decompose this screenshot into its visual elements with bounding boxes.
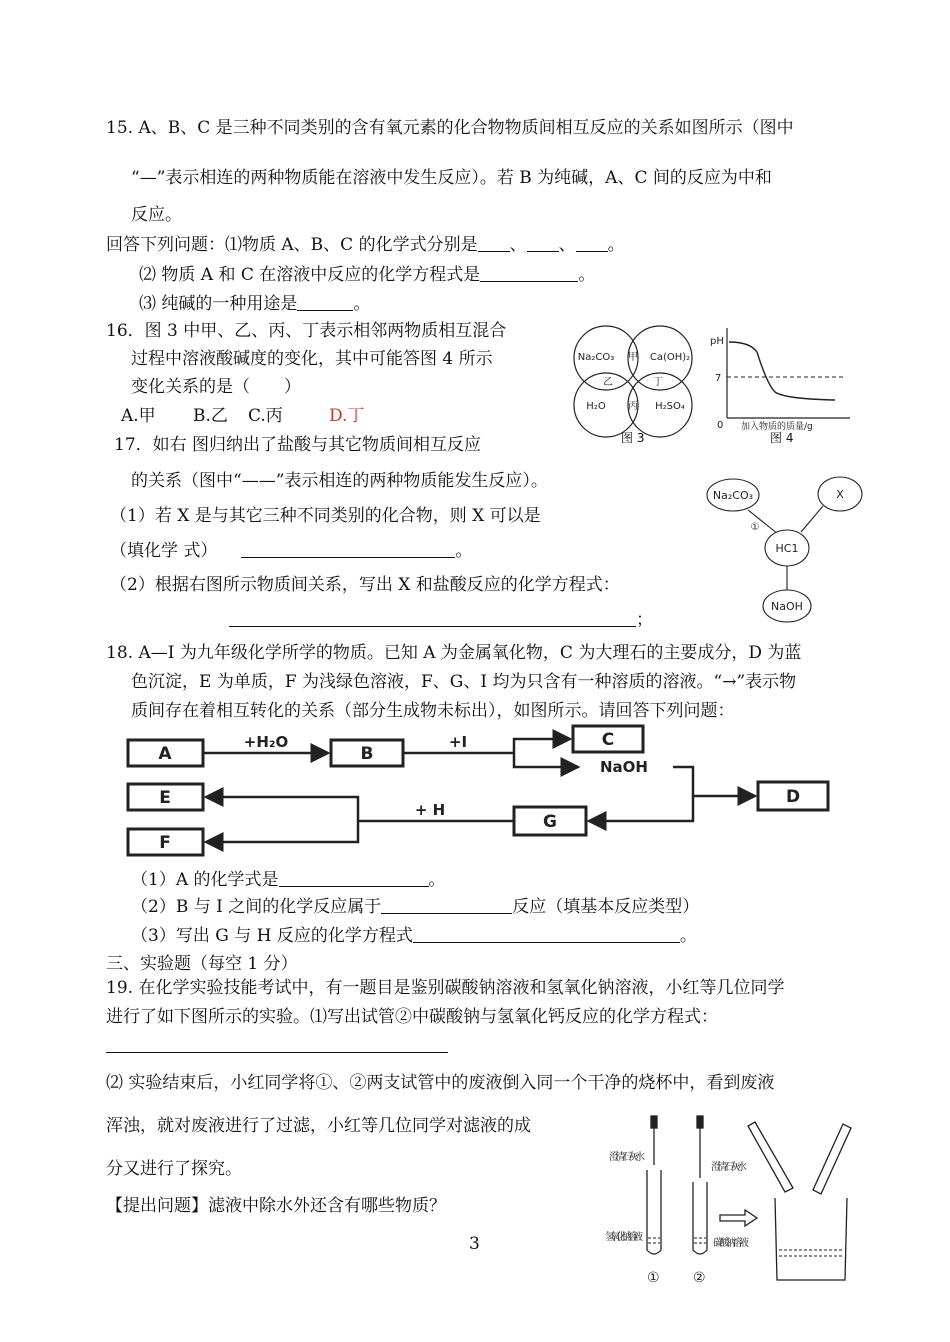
q16-line2: 过程中溶液酸碱度的变化，其中可能答图 4 所示 bbox=[131, 349, 493, 369]
label-na2co3-q17: Na₂CO₃ bbox=[712, 489, 754, 502]
label-h2so4: H₂SO₄ bbox=[655, 401, 685, 412]
q17-blank-x[interactable] bbox=[241, 541, 455, 558]
q17-line4 bbox=[110, 540, 472, 562]
q18-q3-text: （3）写出 G 与 H 反应的化学方程式 bbox=[131, 926, 413, 946]
q15-blank-c[interactable] bbox=[576, 235, 608, 252]
label-na2co3-solution: 碳酸钠溶液 bbox=[713, 1238, 749, 1249]
q15-question2 bbox=[139, 264, 595, 286]
q19-lab-figure bbox=[605, 1110, 855, 1290]
link-x-hcl bbox=[801, 506, 823, 532]
q17-line2: 的关系（图中“——”表示相连的两种物质能发生反应）。 bbox=[131, 471, 548, 491]
figure-3-caption: 图 3 bbox=[621, 431, 645, 445]
ph-curve bbox=[729, 342, 835, 400]
q15-blank-equation[interactable] bbox=[480, 265, 578, 282]
label-g: G bbox=[543, 812, 557, 832]
label-tube-1: ① bbox=[647, 1270, 660, 1286]
q19-line6: 【提出问题】滤液中除水外还含有哪些物质？ bbox=[106, 1196, 446, 1216]
ph-axis-label: pH bbox=[710, 336, 724, 347]
label-naoh-flow: NaOH bbox=[600, 758, 648, 776]
q17-line3: （1）若 X 是与其它三种不同类别的化合物，则 X 可以是 bbox=[110, 506, 541, 526]
q17-end4: 。 bbox=[455, 541, 473, 561]
label-e: E bbox=[159, 788, 171, 808]
q15-end1: 。 bbox=[607, 235, 625, 255]
label-caoh2: Ca(OH)₂ bbox=[649, 352, 691, 363]
label-jia: 甲 bbox=[628, 352, 638, 363]
arrow-to-e bbox=[206, 797, 358, 821]
dropper-2-bulb bbox=[697, 1116, 703, 1128]
q17-end6: ； bbox=[636, 610, 653, 630]
q18-line2: 色沉淀，E 为单质，F 为浅绿色溶液，F、G、I 均为只含有一种溶质的溶液。“→”表示物 bbox=[131, 672, 797, 692]
q16-option-b[interactable]: B.乙 bbox=[193, 406, 228, 426]
label-limewater-2: 澄清石灰水 bbox=[711, 1162, 747, 1173]
test-tube-1 bbox=[647, 1170, 661, 1254]
q18-line1: 18. A—I 为九年级化学所学的物质。已知 A 为金属氧化物，C 为大理石的主要成分，D 为蓝 bbox=[106, 643, 802, 663]
q18-end3: 。 bbox=[679, 926, 697, 946]
label-x: X bbox=[836, 488, 844, 501]
dropper-1-bulb bbox=[651, 1116, 657, 1128]
q16-line1: 16．图 3 中甲、乙、丙、丁表示相邻两物质相互混合 bbox=[106, 321, 507, 341]
q15-q1-text: 回答下列问题：⑴物质 A、B、C 的化学式分别是 bbox=[106, 235, 478, 255]
q18-q1-text: （1）A 的化学式是 bbox=[131, 870, 279, 890]
ph-x-axis-label: 加入物质的质量/g bbox=[741, 422, 813, 432]
q16-option-a[interactable]: A.甲 bbox=[121, 406, 156, 426]
label-plus-i: +I bbox=[448, 733, 468, 751]
q15-line2: “—”表示相连的两种物质能在溶液中发生反应）。若 B 为纯碱，A、C 间的反应为中和 bbox=[131, 168, 772, 188]
label-plus-h: + H bbox=[414, 801, 446, 819]
pouring-tube-right bbox=[813, 1124, 851, 1194]
q18-end1: 。 bbox=[428, 870, 446, 890]
label-na2co3: Na₂CO₃ bbox=[577, 352, 615, 363]
label-naoh-solution: 氢氧化钠溶液 bbox=[605, 1232, 643, 1243]
arrow-to-g bbox=[589, 796, 693, 821]
q16-line3: 变化关系的是（ ） bbox=[131, 377, 301, 397]
label-plus-h2o: +H₂O bbox=[243, 733, 289, 751]
arrow-to-f bbox=[206, 821, 358, 842]
beaker bbox=[775, 1198, 847, 1280]
label-naoh-q17: NaOH bbox=[771, 600, 803, 613]
q15-question3 bbox=[139, 293, 370, 315]
section-3-heading: 三、实验题（每空 1 分） bbox=[106, 954, 298, 974]
label-limewater-1: 澄清石灰水 bbox=[609, 1152, 645, 1163]
q15-sep1: 、 bbox=[509, 235, 527, 255]
label-f: F bbox=[159, 833, 171, 853]
page-number: 3 bbox=[469, 1234, 480, 1254]
label-c: C bbox=[601, 730, 615, 750]
q18-blank-equation[interactable] bbox=[413, 926, 680, 943]
q15-end3: 。 bbox=[353, 294, 371, 314]
label-yi: 乙 bbox=[603, 377, 613, 388]
label-b: B bbox=[360, 744, 374, 764]
q19-line5: 分又进行了探究。 bbox=[106, 1159, 242, 1179]
ph-origin-label: 0 bbox=[717, 420, 724, 431]
q17-blank-equation[interactable] bbox=[229, 610, 636, 627]
label-circled-1: ① bbox=[750, 522, 760, 533]
label-tube-2: ② bbox=[693, 1270, 706, 1286]
q18-q2-suffix: 反应（填基本反应类型） bbox=[512, 897, 700, 917]
q19-line1: 19. 在化学实验技能考试中，有一题目是鉴别碳酸钠溶液和氢氧化钠溶液，小红等几位同学 bbox=[106, 978, 785, 998]
q18-question3 bbox=[131, 925, 697, 947]
q18-question1 bbox=[131, 869, 446, 891]
q15-q3-text: ⑶ 纯碱的一种用途是 bbox=[139, 294, 298, 314]
q15-line3: 反应。 bbox=[131, 205, 182, 225]
label-h2o: H₂O bbox=[586, 401, 606, 412]
q17-line1: 17．如右 图归纳出了盐酸与其它物质间相互反应 bbox=[114, 435, 482, 455]
arrow-to-d bbox=[673, 767, 755, 796]
label-a: A bbox=[158, 744, 172, 764]
q15-q2-text: ⑵ 物质 A 和 C 在溶液中反应的化学方程式是 bbox=[139, 265, 481, 285]
q18-q2-text: （2）B 与 I 之间的化学反应属于 bbox=[131, 897, 382, 917]
q15-blank-b[interactable] bbox=[527, 235, 559, 252]
q19-line4: 浑浊，就对废液进行了过滤，小红等几位同学对滤液的成 bbox=[106, 1116, 531, 1136]
q18-question2 bbox=[131, 896, 699, 918]
arrow-to-c bbox=[514, 739, 570, 753]
q18-flow-diagram bbox=[118, 722, 848, 862]
ph-7-label: 7 bbox=[715, 373, 722, 384]
q15-end2: 。 bbox=[578, 265, 596, 285]
q16-option-d-answer[interactable]: D.丁 bbox=[329, 406, 365, 426]
q17-hcl-diagram bbox=[703, 470, 873, 625]
label-hcl: HC1 bbox=[775, 542, 799, 555]
q15-question1 bbox=[106, 234, 625, 256]
label-d: D bbox=[785, 787, 801, 807]
q19-line3: ⑵ 实验结束后，小红同学将①、②两支试管中的废液倒入同一个干净的烧杯中，看到废液 bbox=[106, 1073, 775, 1093]
q15-blank-a[interactable] bbox=[478, 235, 510, 252]
pouring-tube-left bbox=[748, 1122, 793, 1192]
q16-option-c[interactable]: C.丙 bbox=[248, 406, 283, 426]
figure-4-caption: 图 4 bbox=[770, 431, 794, 445]
q17-line6 bbox=[229, 609, 653, 631]
q19-line2: 进行了如下图所示的实验。⑴写出试管②中碳酸钠与氢氧化钙反应的化学方程式： bbox=[106, 1007, 718, 1027]
q15-sep2: 、 bbox=[558, 235, 576, 255]
q18-line3: 质间存在着相互转化的关系（部分生成物未标出），如图所示。请回答下列问题： bbox=[131, 701, 735, 721]
figure-4-ph-curve bbox=[705, 322, 855, 432]
q17-line5: （2）根据右图所示物质间关系，写出 X 和盐酸反应的化学方程式： bbox=[110, 575, 620, 595]
q18-blank-reaction-type[interactable] bbox=[381, 897, 512, 914]
q19-blank-equation[interactable] bbox=[106, 1052, 448, 1053]
q17-fill-formula-text: （填化学 式） bbox=[110, 541, 218, 561]
label-ding: 丁 bbox=[653, 377, 663, 388]
q18-blank-a-formula[interactable] bbox=[279, 870, 429, 887]
arrow-to-naoh bbox=[514, 753, 578, 767]
label-bing: 丙 bbox=[628, 401, 638, 412]
q15-line1: 15. A、B、C 是三种不同类别的含有氧元素的化合物物质间相互反应的关系如图所示（图中 bbox=[106, 118, 794, 138]
q15-blank-use[interactable] bbox=[297, 294, 353, 311]
pour-arrow-icon bbox=[720, 1210, 757, 1226]
